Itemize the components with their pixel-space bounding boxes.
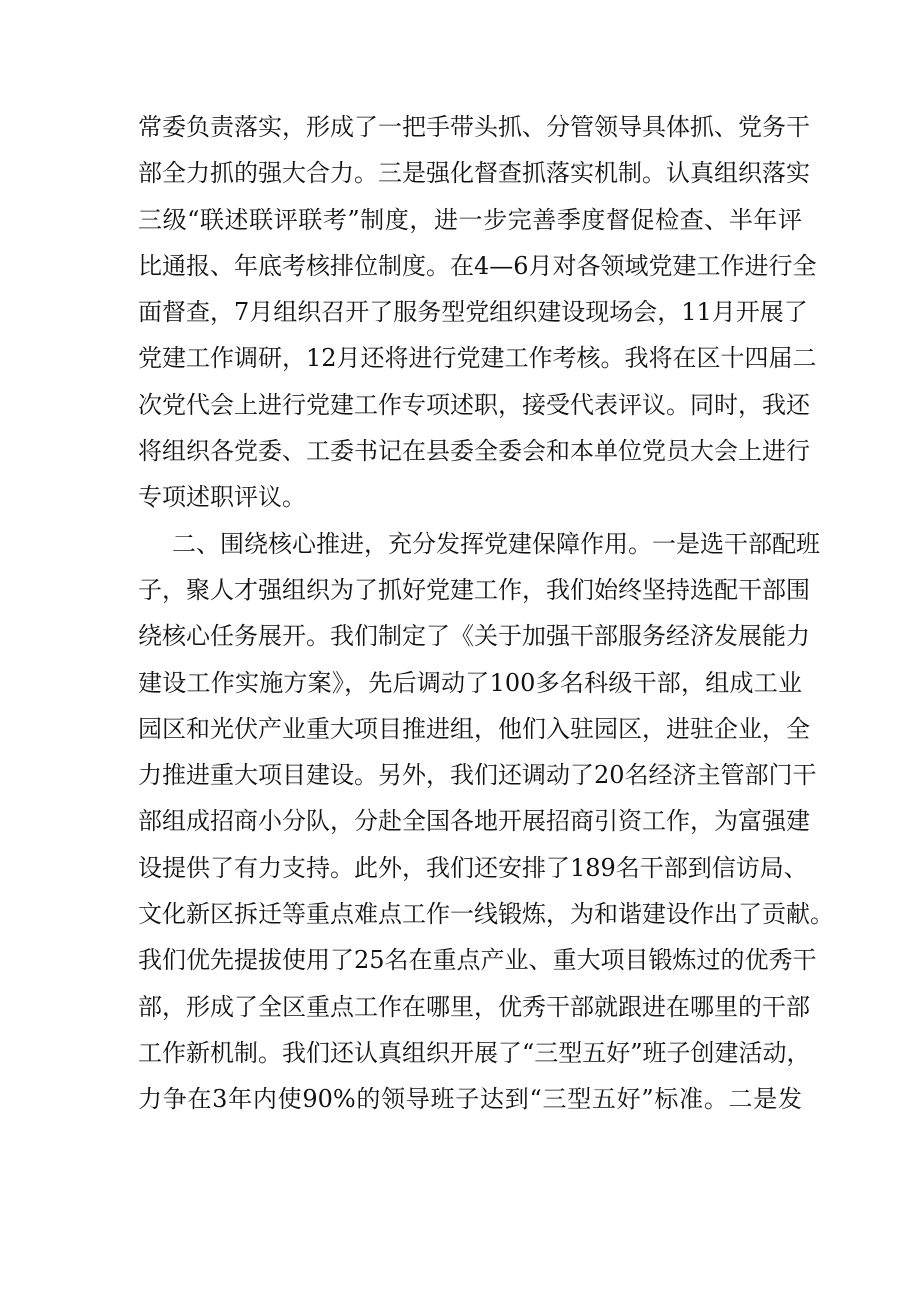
text-line: 将组织各党委、工委书记在县委全委会和本单位党员大会上进行 [138, 437, 810, 466]
text-line: 常委负责落实，形成了一把手带头抓、分管领导具体抓、党务干 [138, 113, 810, 141]
body-text [138, 104, 834, 1123]
text-line: 三级“联述联评联考”制度，进一步完善季度督促检查、半年评 [138, 205, 802, 234]
text-line: 子，聚人才强组织为了抓好党建工作，我们始终坚持选配干部围 [138, 575, 810, 604]
text-line: 二、围绕核心推进，充分发挥党建保障作用。一是选干部配班 [172, 529, 820, 558]
text-line: 文化新区拆迁等重点难点工作一线锻炼，为和谐建设作出了贡献。 [138, 900, 834, 929]
text-line: 建设工作实施方案》，先后调动了100多名科级干部，组成工业 [138, 668, 802, 697]
text-line: 部组成招商小分队，分赴全国各地开展招商引资工作，为富强建 [138, 807, 810, 836]
text-line: 绕核心任务展开。我们制定了《关于加强干部服务经济发展能力 [138, 622, 810, 651]
text-line: 比通报、年底考核排位制度。在4—6月对各领域党建工作进行全 [138, 251, 817, 280]
text-line: 部全力抓的强大合力。三是强化督查抓落实机制。认真组织落实 [138, 159, 810, 188]
text-line: 设提供了有力支持。此外，我们还安排了189名干部到信访局、 [138, 853, 808, 882]
text-line: 专项述职评议。 [138, 483, 306, 512]
text-line: 园区和光伏产业重大项目推进组，他们入驻园区，进驻企业，全 [138, 714, 810, 743]
text-line: 力推进重大项目建设。另外，我们还调动了20名经济主管部门干 [138, 761, 817, 790]
text-line: 次党代会上进行党建工作专项述职，接受代表评议。同时，我还 [138, 390, 810, 419]
text-line: 党建工作调研，12月还将进行党建工作考核。我将在区十四届二 [138, 344, 817, 373]
text-line: 工作新机制。我们还认真组织开展了“三型五好”班子创建活动， [138, 1038, 811, 1067]
text-line: 我们优先提拔使用了25名在重点产业、重大项目锻炼过的优秀干 [138, 946, 817, 975]
text-line: 力争在3年内使90%的领导班子达到“三型五好”标准。二是发 [138, 1085, 802, 1114]
text-line: 面督查，7月组织召开了服务型党组织建设现场会，11月开展了 [138, 298, 808, 327]
text-line: 部，形成了全区重点工作在哪里，优秀干部就跟进在哪里的干部 [138, 992, 810, 1021]
